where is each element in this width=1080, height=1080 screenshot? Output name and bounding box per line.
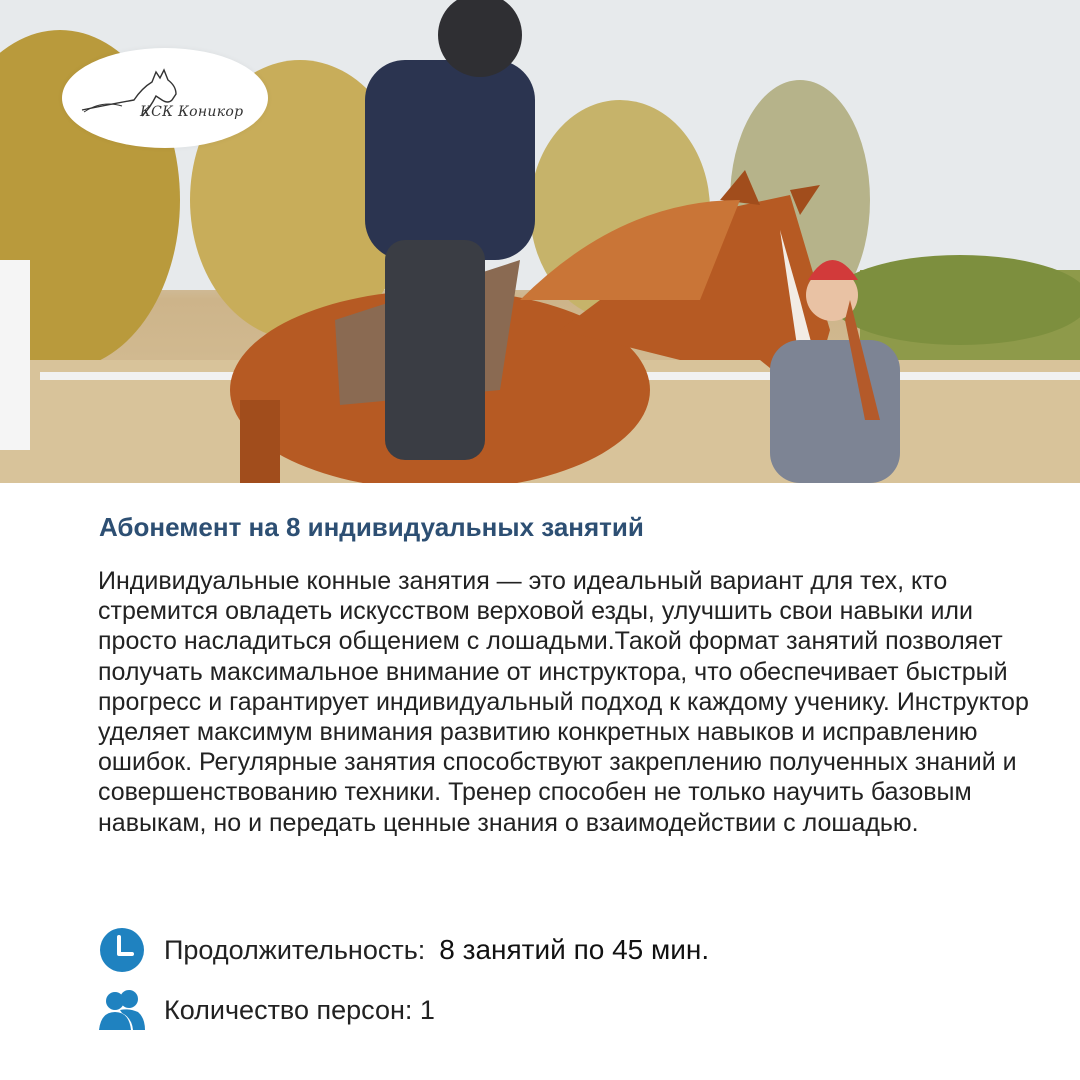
description-text: Индивидуальные конные занятия — это идеальный вариант для тех, кто стремится овладеть искусством верховой езды, улучшить свои навыки или просто насладиться общением с лошадьми.Такой формат занятий позволяет получать максимальное внимание от инструктора, что обеспечивает быстрый прогресс и гарантирует индивидуальный подход к каждому ученику. Инструктор уделяет максимум внимания развитию конкретных навыков и исправлению ошибок. Регулярные занятия способствуют закреплению полученных знаний и совершенствованию техники. Тренер способен не только научить базовым навыкам, но и передать ценные знания о взаимодействии с лошадью. [98, 567, 1029, 837]
horse-logo-icon [72, 60, 262, 136]
persons-label: Количество персон: 1 [164, 994, 435, 1025]
brand-logo [62, 48, 268, 148]
people-icon [98, 986, 146, 1034]
page-title: Абонемент на 8 индивидуальных занятий [99, 512, 644, 542]
duration-label: Продолжительность: [164, 934, 426, 965]
logo-text: КСК Коникор [140, 104, 244, 120]
clock-icon [98, 926, 146, 974]
duration-value: 8 занятий по 45 мин. [439, 934, 710, 965]
persons-row [98, 986, 435, 1034]
hero-photo [0, 0, 1080, 483]
duration-row [98, 926, 709, 974]
